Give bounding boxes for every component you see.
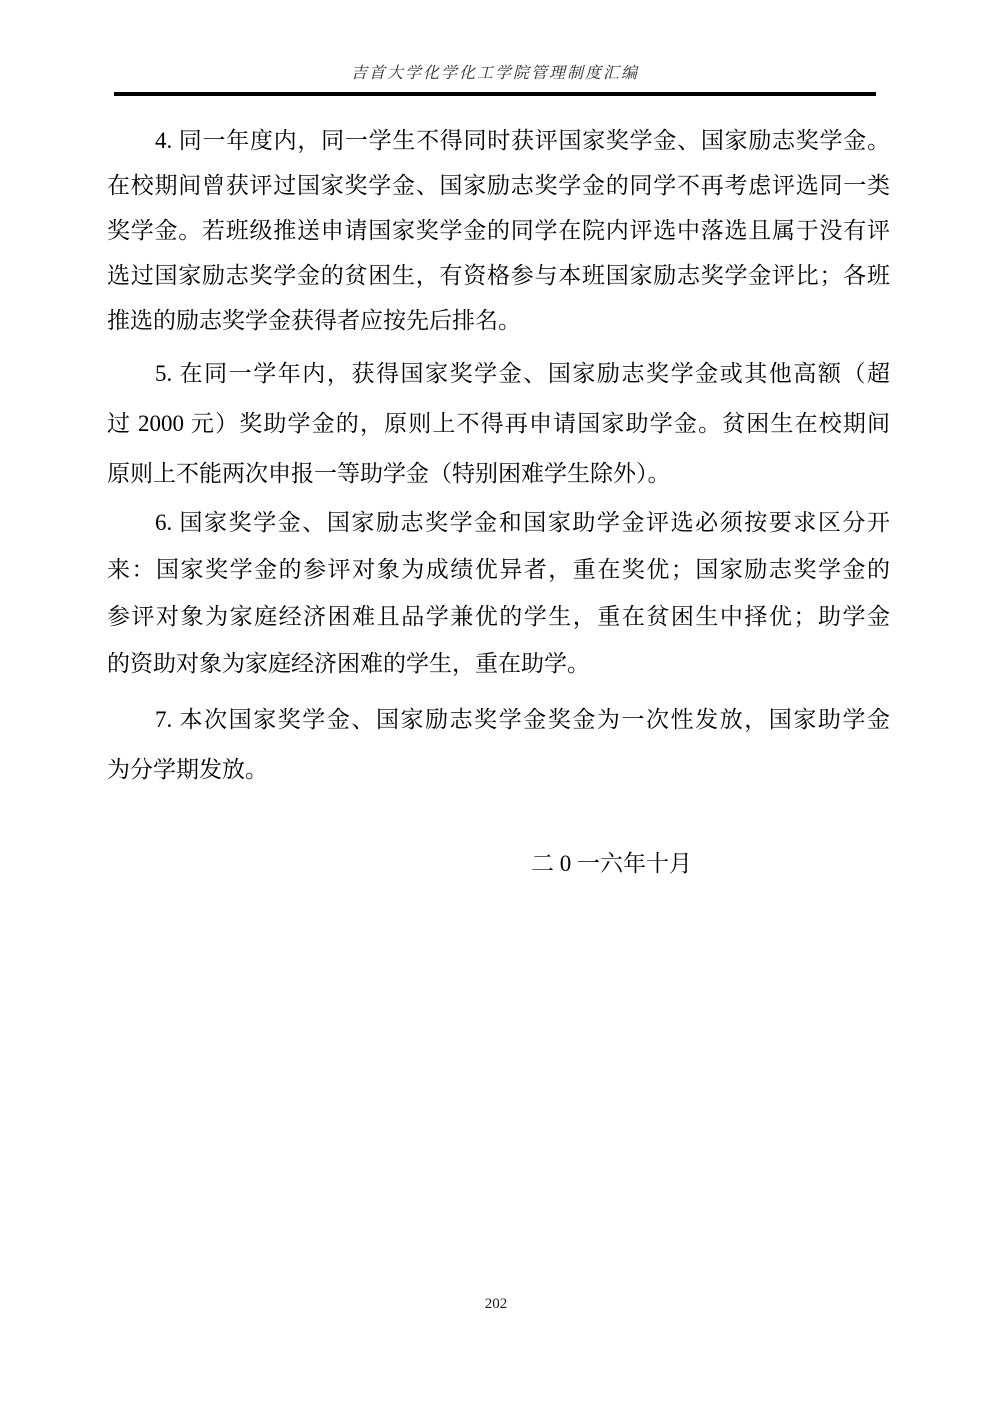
- text-line: 推选的励志奖学金获得者应按先后排名。: [107, 308, 521, 333]
- text-line: 选过国家励志奖学金的贫困生，有资格参与本班国家励志奖学金评比；各班: [107, 263, 890, 288]
- text-line: 7. 本次国家奖学金、国家励志奖学金奖金为一次性发放，国家助学金: [155, 707, 890, 732]
- signature-date: 二 0 一六年十月: [531, 851, 692, 876]
- paragraph-item-4: [107, 118, 890, 343]
- paragraph-item-5: [107, 349, 890, 499]
- text-line: 来：国家奖学金的参评对象为成绩优异者，重在奖优；国家励志奖学金的: [107, 557, 890, 582]
- text-line: 4. 同一年度内，同一学生不得同时获评国家奖学金、国家励志奖学金。: [155, 128, 890, 153]
- text-line: 原则上不能两次申报一等助学金（特别困难学生除外）。: [107, 461, 671, 486]
- page-number: 202: [484, 1296, 508, 1312]
- paragraph-item-7: [107, 695, 890, 795]
- text-line: 过 2000 元）奖助学金的，原则上不得再申请国家助学金。贫困生在校期间: [107, 411, 890, 436]
- text-line: 为分学期发放。: [107, 757, 268, 782]
- text-line: 6. 国家奖学金、国家励志奖学金和国家助学金评选必须按要求区分开: [155, 510, 890, 535]
- text-line: 5. 在同一学年内，获得国家奖学金、国家励志奖学金或其他高额（超: [155, 361, 890, 386]
- page-header-title: 吉首大学化学化工学院管理制度汇编: [350, 65, 639, 82]
- text-line: 的资助对象为家庭经济困难的学生，重在助学。: [107, 651, 590, 676]
- text-line: 参评对象为家庭经济困难且品学兼优的学生，重在贫困生中择优；助学金: [107, 604, 890, 629]
- paragraph-item-6: [107, 499, 890, 687]
- document-body: [107, 96, 890, 886]
- text-line: 在校期间曾获评过国家奖学金、国家励志奖学金的同学不再考虑评选同一类: [107, 173, 890, 198]
- text-line: 奖学金。若班级推送申请国家奖学金的同学在院内评选中落选且属于没有评: [107, 218, 890, 243]
